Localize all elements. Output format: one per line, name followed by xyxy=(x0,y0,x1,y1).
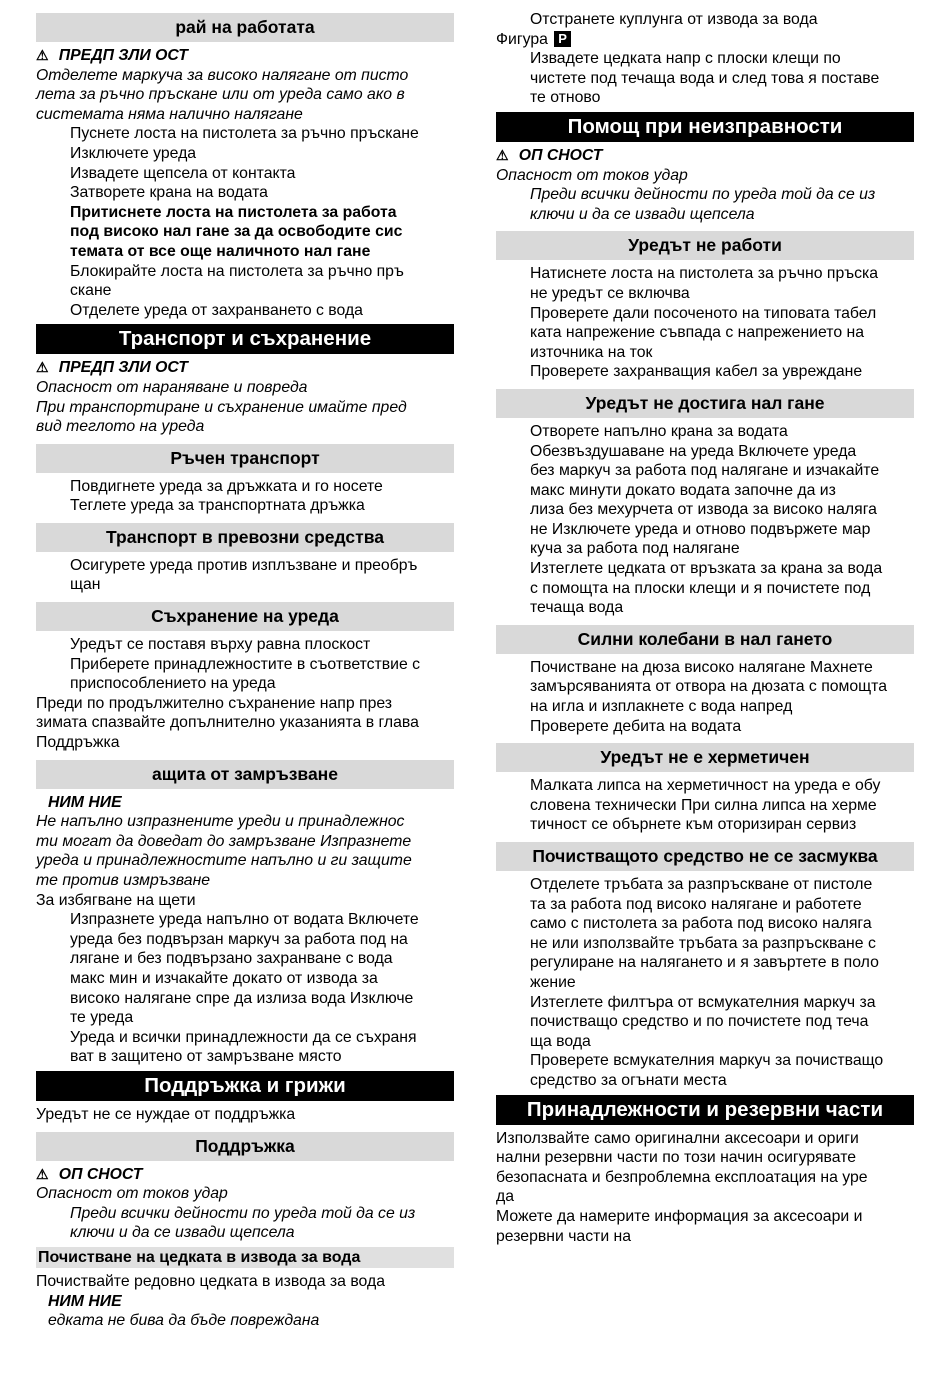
step-line: Изпразнете уреда напълно от водата Включете xyxy=(70,911,419,929)
step-line: Извадете щепсела от контакта xyxy=(70,164,296,182)
step-line: Почистване на дюза високо налягане Махнете xyxy=(530,658,873,676)
step-line: Проверете захранващия кабел за увреждане xyxy=(530,363,863,381)
step-line: Проверете дебита на водата xyxy=(530,717,742,735)
warning-text: Опасност от токов удар xyxy=(36,1185,228,1203)
body-text: Поддръжка xyxy=(36,734,120,752)
step-line: Изтеглете филтъра от всмукателния маркуч за xyxy=(530,993,876,1011)
section-heading-work-end: рай на работата xyxy=(36,13,454,42)
step-line: Уредът се поставя върху равна плоскост xyxy=(70,636,371,654)
chapter-heading-transport-storage: Транспорт и съхранение xyxy=(36,324,454,354)
step-line: Затворете крана на водата xyxy=(70,184,268,202)
section-heading-maintenance: Поддръжка xyxy=(36,1132,454,1161)
body-text: зимата спазвайте допълнително указанията в глава xyxy=(36,714,419,732)
body-text: безопасната и безпроблемна експлоатация на уре xyxy=(496,1168,868,1186)
notice-text: уреда и принадлежностите напълно и ги защите xyxy=(36,852,412,870)
step-line: лиза без мехурчета от извода за високо наляга xyxy=(530,501,877,519)
warning-text: вид теглото на уреда xyxy=(36,418,205,436)
warning-text: Преди всички дейности по уреда той да се из xyxy=(70,1204,416,1222)
step-line: без маркуч за работа под налягане и изчакайте xyxy=(530,462,880,480)
step-line: жение xyxy=(530,973,576,991)
section-heading-detergent: Почистващото средство не се засмуква xyxy=(496,842,914,871)
figure-reference: Фигура P xyxy=(496,30,914,50)
warning-text: Опасност от токов удар xyxy=(496,166,688,184)
step-line-bold: темата от все още наличното нал гане xyxy=(70,242,371,260)
step-line: ват в защитено от замръзване място xyxy=(70,1048,342,1066)
warning-text: системата няма налично налягане xyxy=(36,105,303,123)
section-heading-manual-transport: Ръчен транспорт xyxy=(36,444,454,473)
step-line: на игла и изплакнете с вода напред xyxy=(530,698,793,716)
step-line: не Изключете уреда и отново подвържете мар xyxy=(530,520,871,538)
warning-text: лета за ръчно пръскане или от уреда само ако в xyxy=(36,86,405,104)
step-line: Отделете уреда от захранването с вода xyxy=(70,301,363,319)
warning-triangle-icon: ⚠ xyxy=(36,47,49,63)
step-line: уреда без подвързан маркуч за работа под на xyxy=(70,930,408,948)
warning-triangle-icon: ⚠ xyxy=(36,1165,49,1182)
step-line: с помощта на плоски клещи и я почистете под xyxy=(530,579,871,597)
warning-text: Преди всички дейности по уреда той да се из xyxy=(530,186,876,204)
notice-text: те против измръзване xyxy=(36,872,211,889)
step-line: Обезвъздушаване на уреда Включете уреда xyxy=(530,442,857,460)
warning-triangle-icon: ⚠ xyxy=(496,146,509,163)
step-line: те уреда xyxy=(70,1009,134,1027)
warning-text: ключи и да се извади щепсела xyxy=(530,205,755,223)
right-column xyxy=(496,10,914,1246)
step-line: те отново xyxy=(530,89,601,107)
step-line: високо налягане спре да излиза вода Изключе xyxy=(70,989,414,1007)
section-heading-storage: Съхранение на уреда xyxy=(36,602,454,631)
warning-text: ключи и да се извади щепсела xyxy=(70,1224,295,1242)
step-line: приспособлението на уреда xyxy=(70,675,276,693)
notice-label: НИМ НИЕ xyxy=(48,1292,122,1310)
section-heading-no-pressure: Уредът не достига нал гане xyxy=(496,389,914,418)
warning-label: ⚠ ОП СНОСТ xyxy=(496,146,603,164)
chapter-heading-troubleshooting: Помощ при неизправности xyxy=(496,112,914,142)
notice-text: ти могат да доведат до замръзване Изпразнете xyxy=(36,832,412,850)
step-line: Пуснете лоста на пистолета за ръчно пръскане xyxy=(70,125,419,143)
body-text: да xyxy=(496,1188,515,1206)
warning-text: Опасност от нараняване и повреда xyxy=(36,378,308,396)
step-line: почистващо средство и по почистете под теча xyxy=(530,1013,869,1031)
step-line: източника на ток xyxy=(530,343,653,361)
step-line: Приберете принадлежностите в съответствие с xyxy=(70,655,421,673)
body-text: Преди по продължително съхранение напр през xyxy=(36,694,393,712)
step-line-bold: под високо нал гане за да освободите сис xyxy=(70,223,403,241)
section-heading-not-working: Уредът не работи xyxy=(496,231,914,260)
body-text: резервни части на xyxy=(496,1227,632,1245)
step-line: щан xyxy=(70,576,101,594)
body-text: Използвайте само оригинални аксесоари и ориги xyxy=(496,1129,859,1147)
warning-label: ⚠ ПРЕДП ЗЛИ ОСТ xyxy=(36,47,188,64)
step-line: Извадете цедката напр с плоски клещи по xyxy=(530,50,841,68)
body-text: нални резервни части по този начин осигурявате xyxy=(496,1149,857,1167)
section-heading-fluctuations: Силни колебани в нал гането xyxy=(496,625,914,654)
step-line: Повдигнете уреда за дръжката и го носете xyxy=(70,477,383,495)
step-line: словена технически При силна липса на херме xyxy=(530,796,877,814)
step-line: макс минути докато водата започне да из xyxy=(530,481,836,499)
step-line: Блокирайте лоста на пистолета за ръчно пръ xyxy=(70,262,404,280)
step-line: куча за работа под налягане xyxy=(530,540,740,558)
step-line: Отделете тръбата за разпръскване от пистоле xyxy=(530,876,873,893)
warning-triangle-icon: ⚠ xyxy=(36,359,49,376)
body-text: За избягване на щети xyxy=(36,891,196,909)
step-line: скане xyxy=(70,282,112,300)
chapter-heading-maintenance-care: Поддръжка и грижи xyxy=(36,1071,454,1101)
step-line: Малката липса на херметичност на уреда е обу xyxy=(530,777,881,795)
section-heading-vehicle-transport: Транспорт в превозни средства xyxy=(36,523,454,552)
step-line: ща вода xyxy=(530,1032,591,1050)
warning-text: При транспортиране и съхранение имайте пред xyxy=(36,398,407,416)
step-line: средство за огънати места xyxy=(530,1071,727,1089)
step-line: не уредът се включва xyxy=(530,284,690,302)
step-line: течаща вода xyxy=(530,599,624,617)
step-line: Теглете уреда за транспортната дръжка xyxy=(70,497,365,515)
step-line: Проверете всмукателния маркуч за почистващо xyxy=(530,1052,884,1070)
body-text: Можете да намерите информация за аксесоари и xyxy=(496,1207,863,1225)
step-line: Осигурете уреда против изплъзване и преобръ xyxy=(70,556,418,574)
body-text: Уредът не се нуждае от поддръжка xyxy=(36,1105,296,1123)
figure-badge: P xyxy=(554,31,571,47)
notice-text: Не напълно изпразнените уреди и принадлежнос xyxy=(36,813,405,831)
notice-label: НИМ НИЕ xyxy=(48,793,122,811)
section-heading-sieve: Почистване на цедката в извода за вода xyxy=(36,1247,454,1268)
step-line: Натиснете лоста на пистолета за ръчно пръска xyxy=(530,265,879,283)
step-line: тичност се обърнете към оторизиран сервиз xyxy=(530,816,857,834)
step-line: само с пистолета за работа под високо наляга xyxy=(530,915,872,933)
step-line: чистете под течаща вода и след това я поставе xyxy=(530,69,880,87)
step-line: та за работа под високо налягане и работете xyxy=(530,895,862,913)
warning-label: ⚠ ПРЕДП ЗЛИ ОСТ xyxy=(36,359,188,377)
chapter-heading-accessories: Принадлежности и резервни части xyxy=(496,1095,914,1125)
step-line: Уреда и всички принадлежности да се съхраня xyxy=(70,1028,417,1046)
step-line: Изтеглете цедката от връзката за крана за вода xyxy=(530,560,883,578)
step-line: замърсяванията от отвора на дюзата с помощта xyxy=(530,678,888,696)
step-line: не или използвайте тръбата за разпръскване с xyxy=(530,934,876,952)
step-line: макс мин и изчакайте докато от извода за xyxy=(70,969,378,987)
step-line: регулиране на налягането и я завъртете в поло xyxy=(530,954,879,972)
step-line: Проверете дали посоченото на типовата табел xyxy=(530,304,877,322)
step-line: Изключете уреда xyxy=(70,144,197,162)
step-line: Отстранете куплунга от извода за вода xyxy=(530,11,818,28)
left-column xyxy=(36,13,454,1331)
step-line: ката напрежение съвпада с напрежението на xyxy=(530,324,865,342)
section-heading-leak: Уредът не е херметичен xyxy=(496,743,914,772)
body-text: Почиствайте редовно цедката в извода за вода xyxy=(36,1272,385,1290)
warning-text: Отделете маркуча за високо налягане от писто xyxy=(36,66,409,84)
warning-label: ⚠ ОП СНОСТ xyxy=(36,1165,143,1183)
step-line: лягане и без подвързано захранване с вода xyxy=(70,950,393,968)
step-line-bold: Притиснете лоста на пистолета за работа xyxy=(70,203,397,221)
notice-text: едката не бива да бъде повреждана xyxy=(48,1312,320,1330)
section-heading-frost: ащита от замръзване xyxy=(36,760,454,789)
step-line: Отворете напълно крана за водата xyxy=(530,422,788,440)
